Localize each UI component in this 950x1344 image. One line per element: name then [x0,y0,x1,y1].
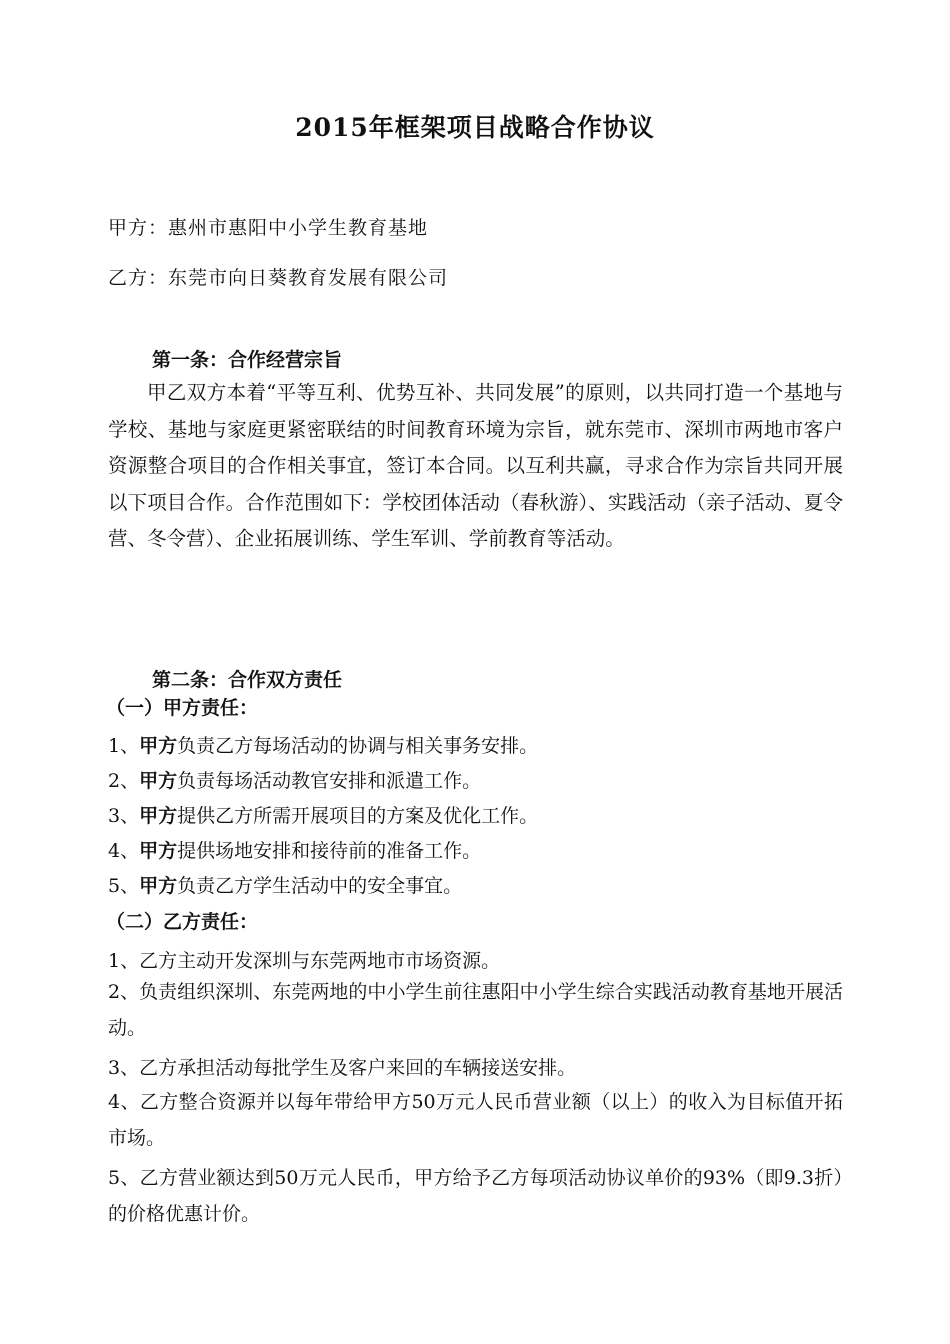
party-a-duty-item: 3、甲方提供乙方所需开展项目的方案及优化工作。 [108,805,539,827]
party-a-duty-item: 2、甲方负责每场活动教官安排和派遣工作。 [108,770,482,792]
party-a: 甲方：惠州市惠阳中小学生教育基地 [108,217,429,239]
document-title: 2015年框架项目战略合作协议 [295,113,655,142]
party-b-duty-item: 4、乙方整合资源并以每年带给甲方50万元人民币营业额（以上）的收入为目标值开拓市场。 [108,1091,843,1149]
article-1-body: 甲乙双方本着“平等互利、优势互补、共同发展”的原则，以共同打造一个基地与学校、基地与家庭更紧密联结的时间教育环境为宗旨，就东莞市、深圳市两地市客户资源整合项目的合作相关事宜，签订本合同。以互利共赢，寻求合作为宗旨共同开展以下项目合作。合作范围如下：学校团体活动（春秋游）、实践活动（亲子活动、夏令营、冬令营）、企业拓展训练、学生军训、学前教育等活动。 [108,381,843,550]
party-b-duty-item: 1、乙方主动开发深圳与东莞两地市市场资源。 [108,950,501,972]
party-b-duty-item: 5、乙方营业额达到50万元人民币，甲方给予乙方每项活动协议单价的93%（即9.3折）的价格优惠计价。 [108,1167,843,1225]
party-a-duty-item: 5、甲方负责乙方学生活动中的安全事宜。 [108,875,463,897]
party-a-duties-heading: （一）甲方责任： [106,697,259,719]
party-a-duty-item: 4、甲方提供场地安排和接待前的准备工作。 [108,840,482,862]
article-2-heading: 第二条：合作双方责任 [152,669,343,691]
party-b-duties-heading: （二）乙方责任： [106,911,259,933]
party-b-duty-item: 2、负责组织深圳、东莞两地的中小学生前往惠阳中小学生综合实践活动教育基地开展活动。 [108,981,843,1039]
party-b-duty-item: 3、乙方承担活动每批学生及客户来回的车辆接送安排。 [108,1057,577,1079]
party-b: 乙方：东莞市向日葵教育发展有限公司 [108,267,449,289]
article-1-heading: 第一条：合作经营宗旨 [152,349,343,371]
party-a-duty-item: 1、甲方负责乙方每场活动的协调与相关事务安排。 [108,735,539,757]
